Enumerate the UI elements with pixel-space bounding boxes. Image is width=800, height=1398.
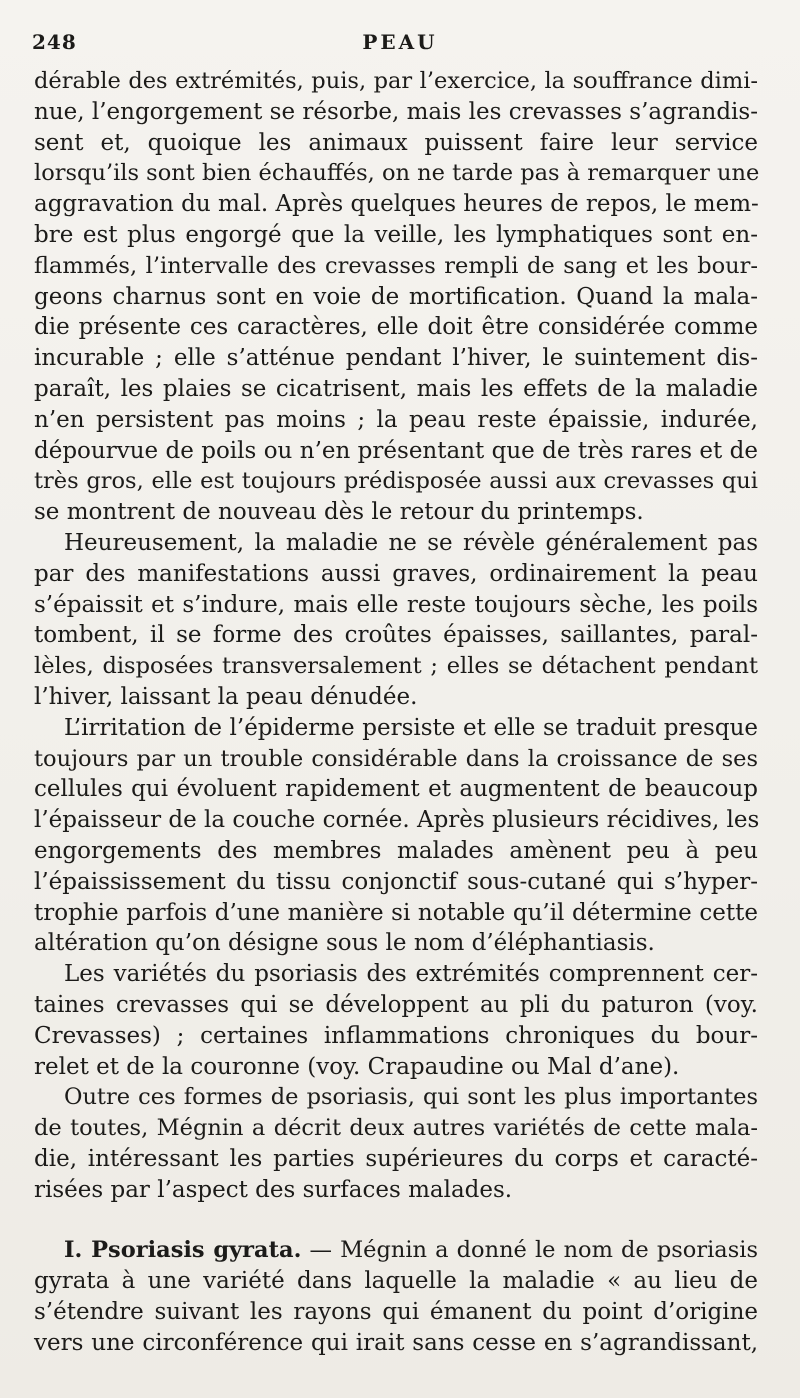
section-psoriasis-gyrata: [34, 1235, 758, 1358]
text-line: nue, l’engorgement se résorbe, mais les crevasses s’agrandis-: [34, 98, 758, 125]
text-line: s’étendre suivant les rayons qui émanent du point d’origine: [34, 1299, 758, 1326]
section-gap: [34, 1205, 758, 1235]
text-line: die, intéressant les parties supérieures du corps et caracté-: [34, 1145, 758, 1172]
running-head: PEAU: [362, 30, 438, 54]
text-line: de toutes, Mégnin a décrit deux autres variétés de cette mala-: [34, 1115, 758, 1142]
text-line: Heureusement, la maladie ne se révèle généralement pas: [64, 529, 758, 556]
text-line: par des manifestations aussi graves, ordinairement la peau: [34, 560, 758, 587]
paragraph: [34, 1082, 758, 1205]
text-line: n’en persistent pas moins ; la peau reste épaissie, indurée,: [34, 406, 758, 433]
text-line: taines crevasses qui se développent au pli du paturon (voy.: [34, 991, 758, 1018]
text-line: altération qu’on désigne sous le nom d’éléphantiasis.: [34, 930, 655, 957]
text-line: vers une circonférence qui irait sans cesse en s’agrandissant,: [34, 1329, 758, 1356]
section-heading: I. Psoriasis gyrata.: [64, 1237, 302, 1264]
section-first-line: [34, 1235, 758, 1266]
text-line: incurable ; elle s’atténue pendant l’hiver, le suintement dis-: [34, 345, 758, 372]
text-line: très gros, elle est toujours prédisposée aussi aux crevasses qui: [34, 468, 758, 495]
text-line: relet et de la couronne (voy. Crapaudine ou Mal d’ane).: [34, 1053, 680, 1080]
text-line: flammés, l’intervalle des crevasses rempli de sang et les bour-: [34, 252, 758, 279]
page-number: 248: [32, 30, 77, 54]
text-line: sent et, quoique les animaux puissent faire leur service: [34, 129, 758, 156]
text-line: bre est plus engorgé que la veille, les lymphatiques sont en-: [34, 221, 758, 248]
text-line: geons charnus sont en voie de mortification. Quand la mala-: [34, 283, 758, 310]
body-text: [34, 66, 758, 1359]
text-line: Les variétés du psoriasis des extrémités comprennent cer-: [64, 961, 758, 988]
section-text: Mégnin a donné le nom de psoriasis: [340, 1237, 758, 1264]
paragraph: [34, 528, 758, 713]
text-line: aggravation du mal. Après quelques heures de repos, le mem-: [34, 191, 759, 218]
text-line: l’épaisseur de la couche cornée. Après plusieurs récidives, les: [34, 807, 760, 834]
text-line: s’épaissit et s’indure, mais elle reste toujours sèche, les poils: [34, 591, 758, 618]
text-line: l’épaississement du tissu conjonctif sous-cutané qui s’hyper-: [34, 868, 758, 895]
text-line: cellules qui évoluent rapidement et augmentent de beaucoup: [34, 776, 758, 803]
text-line: L’irritation de l’épiderme persiste et elle se traduit presque: [64, 714, 758, 741]
section-dash: —: [301, 1237, 341, 1264]
text-line: paraît, les plaies se cicatrisent, mais les effets de la maladie: [34, 375, 758, 402]
text-line: die présente ces caractères, elle doit être considérée comme: [34, 314, 758, 341]
text-line: dépourvue de poils ou n’en présentant que de très rares et de: [34, 437, 758, 464]
text-line: lorsqu’ils sont bien échauffés, on ne tarde pas à remarquer une: [34, 160, 760, 187]
paragraph: [34, 66, 758, 528]
text-line: l’hiver, laissant la peau dénudée.: [34, 683, 418, 710]
paragraph: [34, 959, 758, 1082]
text-line: gyrata à une variété dans laquelle la maladie « au lieu de: [34, 1268, 758, 1295]
text-line: engorgements des membres malades amènent peu à peu: [34, 837, 758, 864]
text-line: tombent, il se forme des croûtes épaisses, saillantes, paral-: [34, 622, 758, 649]
text-line: dérable des extrémités, puis, par l’exercice, la souffrance dimi-: [34, 68, 758, 94]
text-line: Crevasses) ; certaines inflammations chroniques du bour-: [34, 1022, 758, 1049]
text-line: Outre ces formes de psoriasis, qui sont les plus importantes: [64, 1084, 758, 1111]
text-line: trophie parfois d’une manière si notable qu’il détermine cette: [34, 899, 758, 926]
text-line: se montrent de nouveau dès le retour du printemps.: [34, 499, 644, 526]
text-line: lèles, disposées transversalement ; elles se détachent pendant: [34, 653, 758, 680]
page-header: [32, 30, 768, 60]
text-line: risées par l’aspect des surfaces malades.: [34, 1176, 513, 1203]
paragraph: [34, 713, 758, 959]
text-line: toujours par un trouble considérable dans la croissance de ses: [34, 745, 758, 772]
